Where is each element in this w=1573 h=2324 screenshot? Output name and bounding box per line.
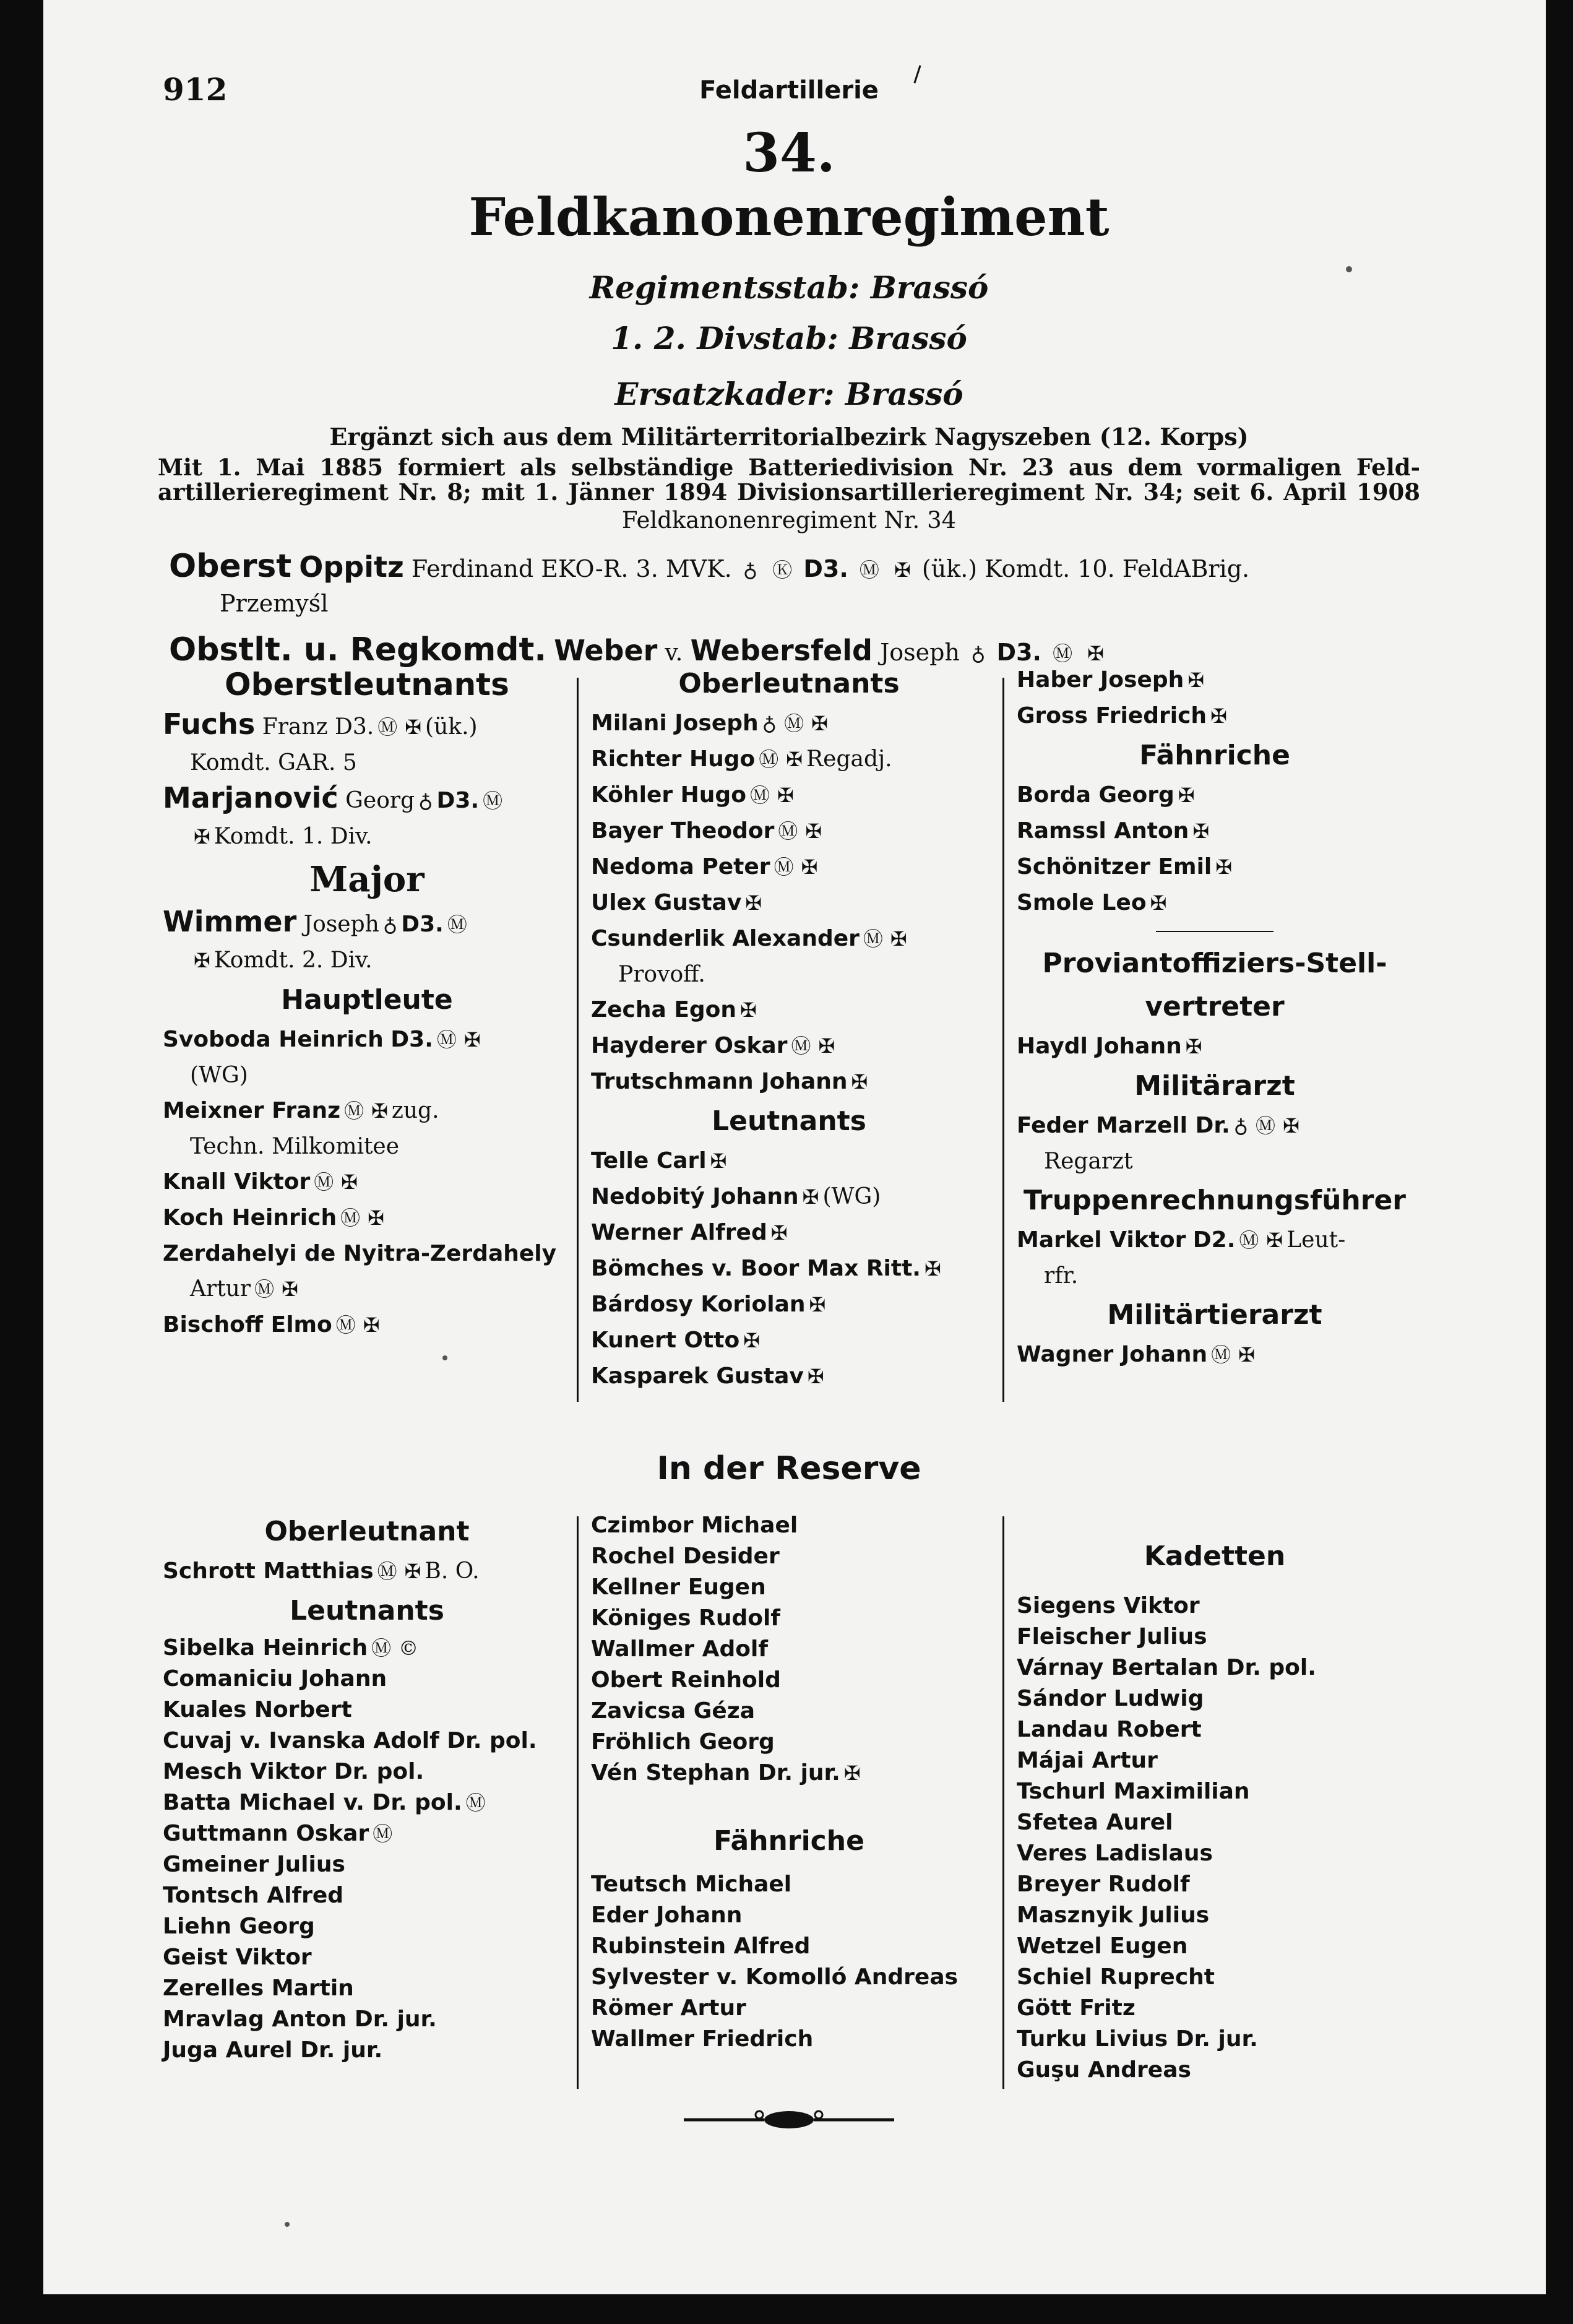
cross-icon: ✠ [740,998,757,1022]
history-line-2: artillerieregiment Nr. 8; mit 1. Jänner 1894 Divisionsartillerieregiment Nr. 34; seit 6. April 1908 [158,478,1420,506]
hauptleute-heading: Hauptleute [281,984,453,1016]
list-item: Czimbor Michael [591,1513,798,1538]
cross-icon: ✠ [924,1257,941,1281]
cross-icon: ✠ [368,1206,384,1230]
oberst-tail: (ük.) Komdt. 10. FeldABrig. [921,555,1250,582]
list-item: Zavicsa Géza [591,1698,756,1724]
medal-icon: ♁ [382,913,398,936]
entry-name: Smole Leo [1017,890,1147,915]
m-icon: Ⓜ [749,784,770,807]
cross-icon: ✠ [818,1034,835,1058]
running-title: Feldartillerie [699,76,879,105]
scan-border-right [1546,0,1573,2324]
entry-tail: (WG) [822,1184,881,1209]
list-item [591,1028,987,1064]
entry-text: Georg [345,788,415,813]
kadetten-heading: Kadetten [1144,1540,1286,1572]
list-item: Wetzel Eugen [1017,1933,1188,1959]
list-item [591,777,987,813]
leutnants-heading: Leutnants [712,1105,866,1137]
entry-name: Köhler Hugo [591,782,746,808]
reserve-oberleutnant-heading: Oberleutnant [264,1516,470,1547]
cross-icon: ✠ [894,558,911,582]
cross-icon: ✠ [801,855,818,879]
reserve-fahnriche-heading: Fähnriche [713,1825,864,1857]
cross-icon: ✠ [770,1221,788,1245]
entry-name: Batta Michael v. Dr. pol. [163,1790,462,1815]
page-content [158,59,1420,2151]
entry-text: Komdt. 1. Div. [213,824,373,849]
entry-name: Knall Viktor [163,1169,311,1194]
entry-name: Werner Alfred [591,1220,767,1245]
m-icon: Ⓜ [1256,1114,1276,1138]
list-item-continuation: Komdt. GAR. 5 [190,750,357,775]
cross-icon: ✠ [1215,855,1233,879]
entry-name: Wimmer [163,905,297,938]
list-item [163,1307,571,1343]
reserve-leutnants-heading: Leutnants [290,1595,444,1626]
list-item [591,849,987,885]
cross-icon: ✠ [1238,1343,1255,1367]
entry-name: Fuchs [163,707,256,741]
entry-tail: (ük.) [425,714,478,740]
list-item: Breyer Rudolf [1017,1872,1190,1897]
decor: D3. [401,912,444,937]
history-paragraph [158,455,1420,504]
section-divider [1156,931,1273,932]
entry-name: Haber Joseph [1017,667,1184,693]
m-icon: Ⓜ [778,819,798,843]
cross-icon: ✠ [811,712,828,735]
list-item: Veres Ladislaus [1017,1841,1213,1866]
list-item: Wallmer Adolf [591,1636,768,1662]
list-item [163,1553,571,1589]
m-icon: Ⓜ [436,1028,457,1052]
entry-name: Markel Viktor [1017,1227,1186,1253]
entry-name: Milani Joseph [591,711,759,736]
reserve-heading: In der Reserve [657,1450,921,1487]
entry-name: Trutschmann Johann [591,1069,848,1094]
obstlt-name2: Webersfeld [690,634,873,667]
regiment-title: Feldkanonenregiment [468,186,1110,248]
entry-name: Koch Heinrich [163,1205,337,1230]
list-item: Tontsch Alfred [163,1883,344,1908]
entry-name: Guttmann Oskar [163,1821,369,1846]
ornament-curl [815,2111,822,2119]
list-item [1017,1337,1413,1373]
entry-text: Artur [190,1276,251,1302]
cross-icon: ✠ [710,1149,727,1173]
entry-name: Ramssl Anton [1017,818,1189,844]
m-icon: Ⓜ [314,1170,334,1194]
m-icon: Ⓜ [377,715,398,739]
m-icon: Ⓜ [483,789,503,813]
list-item: Sándor Ludwig [1017,1686,1204,1711]
k-icon: Ⓚ [772,558,793,582]
cross-icon: ✠ [745,891,762,915]
m-icon: Ⓜ [863,927,883,951]
list-item-continuation: (WG) [190,1063,248,1088]
cross-icon: ✠ [405,715,422,739]
column-divider [577,678,579,1402]
list-item [1017,777,1413,813]
list-item: Geist Viktor [163,1945,312,1970]
entry-name: Richter Hugo [591,746,756,772]
heading-line: Proviantoffiziers-Stell- [1042,948,1387,979]
entry-name: Schrott Matthias [163,1558,374,1584]
obstlt-name: Weber [554,634,658,667]
cross-icon: ✠ [802,1185,819,1209]
list-item [591,741,987,777]
list-item: Rubinstein Alfred [591,1933,811,1959]
rank-label: Oberst [169,548,292,585]
obstlt-rank: Obstlt. u. Regkomdt. [169,631,547,668]
entry-name: Haydl Johann [1017,1034,1182,1059]
m-icon: Ⓜ [344,1099,364,1123]
tick-mark [913,65,921,83]
cross-icon: ✠ [463,1028,481,1052]
history-line-1: Mit 1. Mai 1885 formiert als selbständige Batteriedivision Nr. 23 aus dem vormaligen Feld- [158,454,1420,481]
column-3 [1017,662,1413,1373]
list-item [591,1064,987,1100]
cross-icon: ✠ [1185,1035,1202,1058]
list-item: Königes Rudolf [591,1605,780,1631]
list-item: Fröhlich Georg [591,1729,775,1755]
oberst-line2: Przemyśl [220,590,329,617]
list-item-continuation: Regarzt [1044,1149,1133,1174]
scan-border-left [0,0,43,2324]
column-1 [163,662,571,1343]
m-icon: Ⓜ [335,1313,356,1337]
list-item: Masznyik Julius [1017,1903,1210,1928]
list-item [163,1818,571,1849]
erganzt-line: Ergänzt sich aus dem Militärterritorialbezirk Nagyszeben (12. Korps) [329,423,1249,451]
entry-text: Franz D3. [262,714,374,740]
decor: D2. [1192,1227,1236,1253]
list-item [163,1633,571,1664]
list-item: Mesch Viktor Dr. pol. [163,1759,424,1784]
list-item: Eder Johann [591,1903,743,1928]
obstlt-mid: v. [665,639,683,666]
entry-name: Bayer Theodor [591,818,775,844]
history-line-3: Feldkanonenregiment Nr. 34 [621,507,957,533]
entry-name: Ulex Gustav [591,890,742,915]
decor-d3: D3. [996,639,1041,666]
cross-icon: ✠ [363,1313,380,1337]
cross-icon: ✠ [1210,704,1227,728]
list-item [1017,885,1413,921]
cross-icon: ✠ [807,1365,824,1388]
cross-icon: ✠ [851,1070,868,1094]
entry-name: Schönitzer Emil [1017,854,1212,879]
oberst-details: Ferdinand EKO-R. 3. MVK. [411,555,732,582]
medal-icon: ♁ [743,558,758,582]
m-icon: Ⓜ [791,1034,811,1058]
oberleutnants-heading: Oberleutnants [678,668,900,699]
list-item: Gmeiner Julius [163,1852,345,1877]
decor: D3. [436,788,480,813]
list-item: Turku Livius Dr. jur. [1017,2026,1258,2052]
decor: D3. [390,1027,433,1052]
cross-icon: ✠ [371,1099,388,1123]
list-item: Tschurl Maximilian [1017,1779,1250,1804]
list-item [163,1093,571,1129]
entry-name: Marjanović [163,781,338,814]
list-item: Várnay Bertalan Dr. pol. [1017,1655,1316,1680]
list-item: Guşu Andreas [1017,2057,1191,2083]
list-item [163,1022,571,1058]
entry-name: Nedoma Peter [591,854,770,879]
list-item-continuation [163,819,571,855]
list-item: Sylvester v. Komolló Andreas [591,1964,959,1990]
column-2 [591,662,987,1394]
ornament-center [764,2111,814,2128]
entry-name: Kunert Otto [591,1328,740,1353]
list-item [591,813,987,849]
fahnriche-heading: Fähnriche [1139,740,1290,771]
list-item [591,1179,987,1215]
list-item [1017,849,1413,885]
cross-icon: ✠ [1283,1114,1299,1138]
m-icon: Ⓜ [1211,1343,1231,1367]
cross-icon: ✠ [341,1170,358,1194]
list-item [163,1236,571,1271]
list-item: Cuvaj v. Ivanska Adolf Dr. pol. [163,1728,537,1753]
list-item: Wallmer Friedrich [591,2026,814,2052]
cross-icon: ✠ [1178,784,1195,807]
entry-name: Bömches v. Boor Max Ritt. [591,1256,921,1281]
reserve-leutnants-list [163,1633,571,2066]
cross-icon: ✠ [777,784,794,807]
list-item [591,1359,987,1394]
cross-icon: ✠ [1266,1229,1283,1252]
column-divider [1002,1516,1004,2089]
oberst-entry [169,548,1420,585]
list-item: Mravlag Anton Dr. jur. [163,2007,437,2032]
list-item [163,1787,571,1818]
list-item: Liehn Georg [163,1914,315,1939]
cross-icon: ✠ [843,1761,861,1785]
m-icon: Ⓜ [859,558,879,582]
list-item: Obert Reinhold [591,1667,781,1693]
m-icon: Ⓜ [377,1560,397,1583]
list-item: Schiel Ruprecht [1017,1964,1215,1990]
entry-name: Bárdosy Koriolan [591,1292,806,1317]
m-icon: Ⓜ [340,1206,361,1230]
list-item-continuation: rfr. [1044,1263,1079,1289]
list-item [163,904,571,943]
list-item: Gött Fritz [1017,1995,1136,2021]
list-item: Kuales Norbert [163,1697,352,1722]
reserve-column-3 [1017,1510,1413,2086]
oberstleutnants-heading: Oberstleutnants [225,667,509,702]
list-item [163,1200,571,1236]
entry-name: Csunderlik Alexander [591,926,860,951]
entry-name: Wagner Johann [1017,1342,1208,1367]
scan-border-bottom [0,2294,1573,2324]
list-item [1017,1029,1413,1065]
entry-name: Kasparek Gustav [591,1363,804,1389]
entry-name: Zerdahelyi de Nyitra-Zerdahely [163,1241,557,1266]
column-divider [577,1516,579,2089]
list-item [591,1143,987,1179]
reserve-column-1 [163,1510,571,2066]
truppenrechnungsfuhrer-heading: Truppenrechnungsführer [1024,1185,1406,1216]
list-item: Landau Robert [1017,1717,1202,1742]
list-item: Sfetea Aurel [1017,1810,1173,1835]
entry-name: Bischoff Elmo [163,1312,332,1337]
entry-tail: Leut- [1286,1227,1346,1253]
cross-icon: ✠ [194,949,210,972]
oberst-name: Oppitz [299,550,404,584]
list-item: Zerelles Martin [163,1976,354,2001]
list-item [591,992,987,1028]
m-icon: Ⓜ [373,1822,393,1846]
list-item: Kellner Eugen [591,1575,766,1600]
entry-tail: Regadj. [806,746,892,772]
cross-icon: ✠ [805,819,822,843]
entry-name: Nedobitý Johann [591,1184,799,1209]
list-item [1017,1222,1413,1258]
end-ornament-icon [678,2101,900,2138]
dust-speck [285,2222,290,2227]
list-item [1017,1108,1413,1144]
entry-text: Joseph [303,912,379,937]
cross-icon: ✠ [786,748,803,771]
cross-icon: ✠ [282,1277,298,1301]
heading-line: vertreter [1145,991,1285,1022]
entry-tail: B. O. [424,1558,480,1584]
medal-icon: ♁ [762,712,777,735]
list-item: Teutsch Michael [591,1872,792,1897]
list-item [163,707,571,745]
list-item [591,921,987,957]
m-icon: Ⓜ [465,1791,486,1815]
list-item: Juga Aurel Dr. jur. [163,2037,383,2063]
cross-icon: ✠ [809,1293,826,1316]
m-icon: Ⓜ [759,748,779,771]
list-item [1017,698,1413,734]
entry-text: Komdt. 2. Div. [213,948,373,973]
list-item-continuation [163,1271,571,1307]
list-item [591,1251,987,1287]
list-item [163,780,571,819]
list-item: Rochel Desider [591,1544,780,1569]
proviant-heading [1017,942,1413,1029]
militararzt-heading: Militärarzt [1134,1070,1295,1102]
major-heading: Major [309,859,424,900]
divstab-line: 1. 2. Divstab: Brassó [611,320,967,356]
list-item [1017,662,1413,698]
list-item: Fleischer Julius [1017,1624,1207,1649]
reserve-column-2 [591,1510,987,2055]
entry-name: Vén Stephan Dr. jur. [591,1760,840,1786]
list-item [591,706,987,741]
cross-icon: ✠ [194,825,210,849]
cross-icon: ✠ [890,927,907,951]
entry-name: Borda Georg [1017,782,1174,808]
medal-icon: ♁ [418,789,433,813]
cross-icon: ✠ [1192,819,1210,843]
regiment-number: 34. [743,122,835,184]
list-item-continuation: Techn. Milkomitee [190,1134,400,1159]
page-number: 912 [163,71,228,108]
m-icon: Ⓜ [1239,1229,1259,1252]
m-icon: Ⓜ [447,913,467,936]
m-icon: Ⓜ [774,855,794,879]
cross-icon: ✠ [1150,891,1167,915]
list-item [1017,813,1413,849]
entry-name: Gross Friedrich [1017,703,1207,728]
list-item [591,1758,987,1789]
entry-name: Meixner Franz [163,1098,341,1123]
cross-icon: ✠ [1087,642,1104,665]
ersatzkader-line: Ersatzkader: Brassó [614,376,963,412]
m-icon: Ⓜ [371,1636,392,1660]
list-item [591,1287,987,1323]
cross-icon: ✠ [404,1560,421,1583]
column-divider [1002,678,1004,1402]
m-icon: Ⓜ [1053,642,1073,665]
entry-tail: zug. [391,1098,439,1123]
cross-icon: ✠ [1187,668,1205,692]
list-item: Römer Artur [591,1995,746,2021]
c-icon: © [399,1636,419,1660]
medal-icon: ♁ [1233,1114,1249,1138]
list-item [591,1323,987,1359]
obstlt-details: Joseph [880,639,960,666]
entry-name: Sibelka Heinrich [163,1635,368,1661]
entry-name: Feder Marzell Dr. [1017,1113,1230,1138]
m-icon: Ⓜ [254,1277,275,1301]
militartierarzt-heading: Militärtierarzt [1107,1299,1322,1331]
m-icon: Ⓜ [784,712,804,735]
list-item: Májai Artur [1017,1748,1158,1773]
list-item [163,1164,571,1200]
list-item: Comaniciu Johann [163,1666,387,1691]
entry-name: Zecha Egon [591,997,737,1022]
entry-name: Svoboda Heinrich [163,1027,384,1052]
ornament-curl [756,2111,763,2119]
medal-icon: ♁ [971,642,986,665]
entry-name: Hayderer Oskar [591,1033,788,1058]
decor-d3: D3. [803,555,848,582]
list-item [591,1215,987,1251]
list-item-continuation [163,943,571,978]
list-item [591,885,987,921]
cross-icon: ✠ [743,1329,760,1352]
entry-name: Telle Carl [591,1148,707,1173]
list-item: Siegens Viktor [1017,1593,1200,1618]
regimentsstab-line: Regimentsstab: Brassó [589,269,989,306]
list-item-continuation: Provoff. [618,962,705,987]
